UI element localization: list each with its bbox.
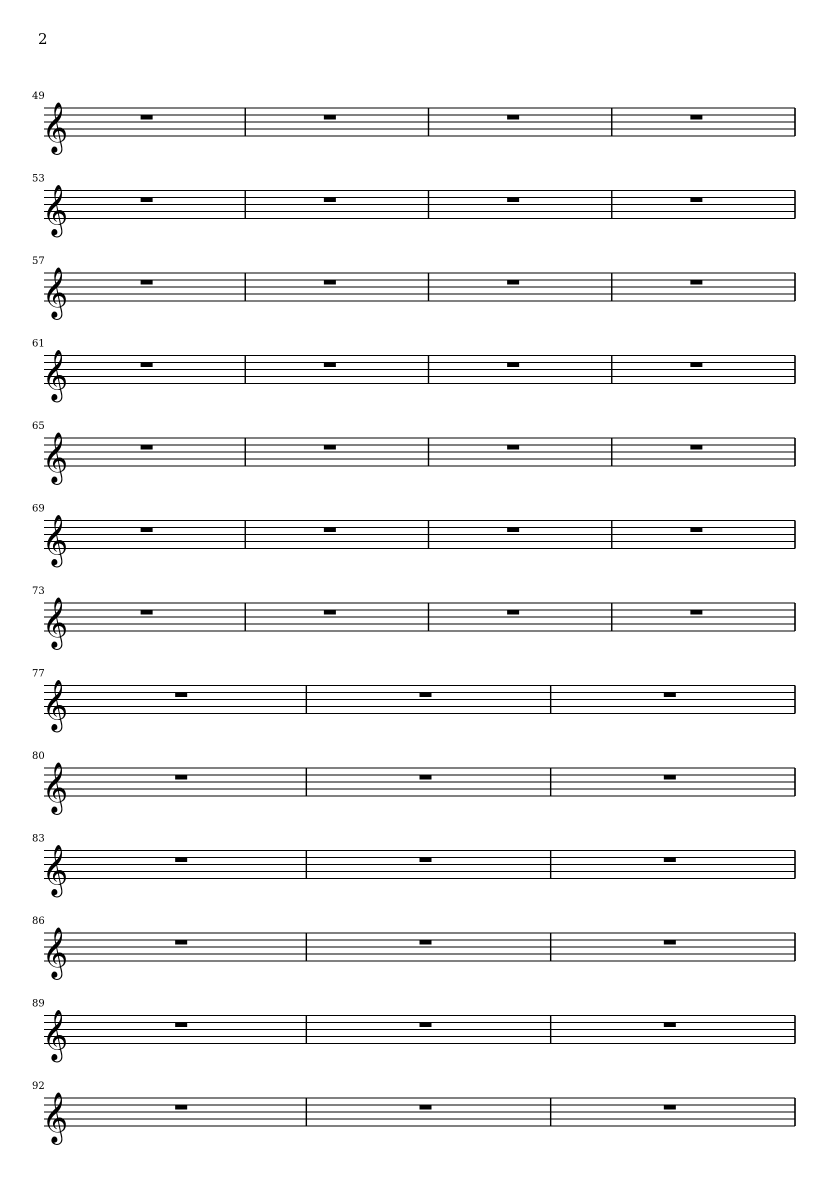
whole-rest	[324, 445, 336, 450]
measure-number: 49	[32, 91, 45, 102]
whole-rest	[141, 198, 153, 203]
whole-rest	[507, 198, 519, 203]
whole-rest	[690, 198, 702, 203]
whole-rest	[141, 363, 153, 368]
whole-rest	[141, 280, 153, 285]
whole-rest	[507, 445, 519, 450]
whole-rest	[690, 445, 702, 450]
treble-clef-icon: 𝄞	[42, 432, 69, 483]
whole-rest	[420, 693, 432, 698]
whole-rest	[324, 280, 336, 285]
whole-rest	[690, 363, 702, 368]
whole-rest	[690, 280, 702, 285]
whole-rest	[507, 280, 519, 285]
treble-clef-icon: 𝄞	[42, 927, 69, 978]
treble-clef-icon: 𝄞	[42, 844, 69, 896]
whole-rest	[141, 528, 153, 533]
whole-rest	[420, 858, 432, 863]
whole-rest	[324, 198, 336, 203]
page-number: 2	[38, 30, 48, 48]
whole-rest	[324, 363, 336, 368]
whole-rest	[664, 693, 676, 698]
measure-number: 77	[32, 668, 45, 680]
treble-clef-icon: 𝄞	[42, 762, 69, 813]
whole-rest	[420, 775, 432, 780]
whole-rest	[507, 610, 519, 615]
whole-rest	[141, 610, 153, 615]
measure-number: 83	[32, 833, 45, 845]
treble-clef-icon: 𝄞	[42, 514, 69, 566]
whole-rest	[507, 363, 519, 368]
measure-number: 57	[32, 256, 45, 267]
measure-number: 80	[32, 751, 45, 762]
whole-rest	[175, 1023, 187, 1028]
measure-number: 53	[32, 173, 45, 185]
whole-rest	[324, 528, 336, 533]
whole-rest	[507, 528, 519, 533]
whole-rest	[175, 1105, 187, 1110]
whole-rest	[690, 528, 702, 533]
whole-rest	[175, 775, 187, 780]
whole-rest	[664, 775, 676, 780]
measure-number: 89	[32, 998, 45, 1010]
whole-rest	[420, 1023, 432, 1028]
treble-clef-icon: 𝄞	[42, 184, 69, 236]
whole-rest	[664, 1105, 676, 1110]
measure-number: 73	[32, 586, 45, 597]
measure-number: 69	[32, 503, 45, 515]
whole-rest	[420, 940, 432, 945]
whole-rest	[664, 858, 676, 863]
measure-number: 65	[32, 421, 45, 432]
treble-clef-icon: 𝄞	[42, 597, 69, 648]
treble-clef-icon: 𝄞	[42, 267, 69, 318]
whole-rest	[175, 940, 187, 945]
treble-clef-icon: 𝄞	[42, 1092, 69, 1143]
measure-number: 86	[32, 916, 45, 927]
whole-rest	[690, 610, 702, 615]
whole-rest	[141, 115, 153, 120]
whole-rest	[324, 115, 336, 120]
whole-rest	[324, 610, 336, 615]
treble-clef-icon: 𝄞	[42, 679, 69, 731]
whole-rest	[420, 1105, 432, 1110]
measure-number: 61	[32, 338, 45, 350]
whole-rest	[664, 1023, 676, 1028]
whole-rest	[175, 693, 187, 698]
treble-clef-icon: 𝄞	[42, 102, 69, 153]
whole-rest	[175, 858, 187, 863]
whole-rest	[690, 115, 702, 120]
whole-rest	[507, 115, 519, 120]
whole-rest	[141, 445, 153, 450]
treble-clef-icon: 𝄞	[42, 1009, 69, 1061]
whole-rest	[664, 940, 676, 945]
treble-clef-icon: 𝄞	[42, 349, 69, 401]
measure-number: 92	[32, 1081, 45, 1092]
